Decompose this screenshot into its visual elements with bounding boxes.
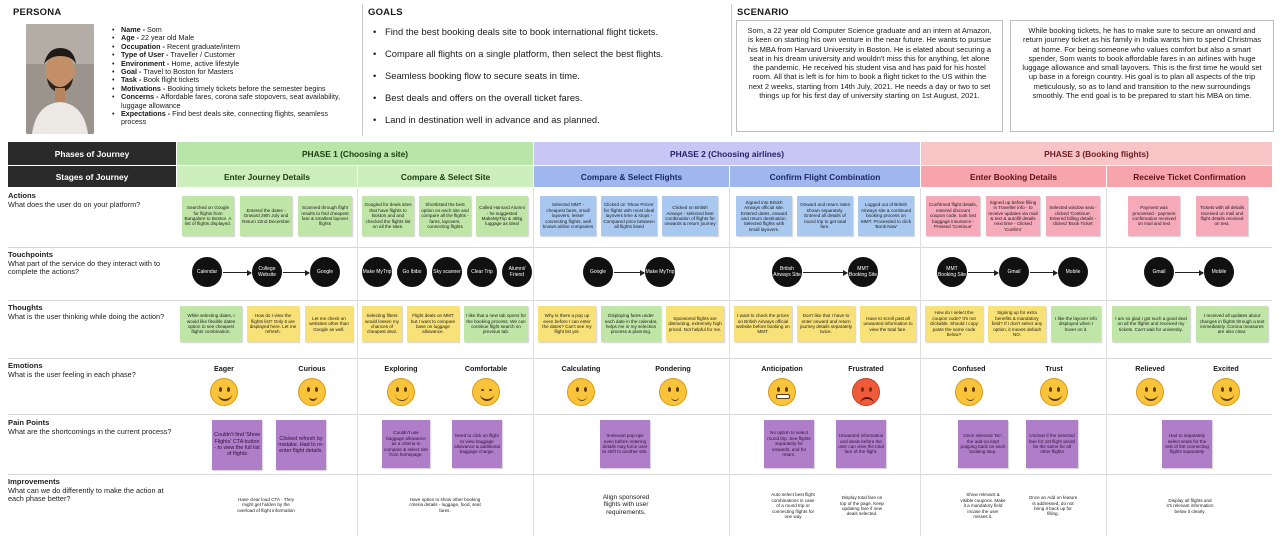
emotion-label: Confused [952, 364, 986, 373]
emotion-label: Trust [1045, 364, 1063, 373]
touchpoint-alumni-friend: Alumni/ Friend [502, 257, 532, 287]
grid-line [729, 188, 730, 536]
action-note: Confirmed flight details, entered discount coupon code, took lost baggage insurance - Pressed 'Continue' [926, 196, 980, 236]
improvement-note: Have option to show other booking criteria details - luggage, food, seat fares. [405, 480, 485, 530]
touchpoint-mobile: Mobile [1058, 257, 1088, 287]
emotion-label: Frustrated [848, 364, 884, 373]
stage-compare-flights: Compare & Select Flights [534, 166, 729, 187]
touchpoint-college-website: College Website [252, 257, 282, 287]
pain-note: No option to select round trip. See flights separately for onwards, and for return. [764, 420, 814, 468]
action-note: Googled for deals sites that have flights to Boston and and checked the flights list on all the sites. [362, 196, 414, 236]
emotion-label: Exploring [384, 364, 418, 373]
arrow-icon [1175, 272, 1203, 273]
pain-note: Need to click on flight to view baggage allowance & additional baggage charge. [452, 420, 502, 468]
divider [731, 4, 732, 136]
persona-environment: • Environment - Home, active lifestyle [112, 60, 354, 68]
goals-list [372, 26, 722, 136]
thought-note: Sponsored flights are distracting, extremely high priced. Not helpful for me. [666, 306, 724, 342]
thought-note: I am so glad I got such a good deal on all the flights and received my tickets. Can't wait for university. [1112, 306, 1190, 342]
persona-section [0, 0, 362, 140]
improvement-note: Display all flights and it's relevant information below it clearly. [1164, 480, 1216, 532]
improvement-note: Auto select best flight combinations in case of a round trip or connecting flights for one way [768, 480, 818, 532]
stage-receive-ticket: Receive Ticket Confirmation [1107, 166, 1272, 187]
arrow-icon [614, 272, 644, 273]
thought-note: Flight deals on MMT but I want to compare base on luggage allowance. [407, 306, 459, 342]
action-note: Logged out of British Airways site & continued booking process on MMT. Proceeded to click 'Book Now' [858, 196, 914, 236]
thinking-face-icon [659, 378, 687, 406]
touchpoint-calendar: Calendar [192, 257, 222, 287]
grid-line [8, 414, 1272, 415]
touchpoint-mmt-booking: MMT Booking Site [937, 257, 967, 287]
action-note: Payment was processed - payment confirmation received on mail and text [1128, 196, 1180, 236]
action-note: Clicked on 'Show Prices' for flights with most ideal layovers time & stops - Compared price between all flights listed [601, 196, 657, 236]
magnifier-face-icon [387, 378, 415, 406]
touchpoint-makemytrip: Make MyTrip [362, 257, 392, 287]
goal-item: • Find the best booking deals site to book international flight tickets. [372, 26, 722, 37]
improvement-note: Align sponsored flights with user requirements. [598, 480, 654, 530]
emotion-label: Eager [214, 364, 234, 373]
grid-line [8, 358, 1272, 359]
action-note: Onward and return rates shown separately. Entered all details of round trip to get total fare. [797, 196, 853, 236]
grid-line [357, 188, 358, 536]
thought-note: How do I view the flights list? Only 6 are displayed here. Let me refresh. [247, 306, 299, 342]
persona-attributes [112, 26, 354, 127]
arrow-icon [223, 272, 251, 273]
thought-note: I like that a new tab opens for the booking process. We can continue flight search on previous tab. [464, 306, 528, 342]
goal-item: • Land in destination well in advance and as planned. [372, 114, 722, 125]
person-photo-icon [26, 24, 94, 134]
emotion-label: Calculating [561, 364, 601, 373]
smile-face-icon [1040, 378, 1068, 406]
phases-label: Phases of Journey [8, 142, 176, 165]
goal-item: • Best deals and offers on the overall ticket fares. [372, 92, 722, 103]
stage-enter-booking: Enter Booking Details [921, 166, 1106, 187]
thought-note: Let me check on websites other than Google as well. [305, 306, 353, 342]
touchpoint-skyscanner: Sky scanner [432, 257, 462, 287]
pain-note: Couldn't find 'Show Flights' CTA button - to view the full list of flights [212, 420, 262, 470]
touchpoint-google: Google [583, 257, 613, 287]
touchpoint-british-airways: British Airways Site [772, 257, 802, 287]
confused-face-icon [955, 378, 983, 406]
improvement-note: Display total fare on top of the page. Keep updating fare if new deals selected. [836, 480, 888, 532]
improvement-note: Have clear loud CTA - They might get hidden by the overload of flight information [234, 480, 298, 530]
touchpoint-goibibo: Go Ibibo [397, 257, 427, 287]
improvement-note: Once an Add on feature is addressed, do not bring it back up for filling. [1026, 480, 1080, 532]
scenario-box-2: While booking tickets, he has to make sure to secure an onward and return journey ticket as his family in India wants him to spend Christmas at home. For being someone who values comfort but also a smart spender, Som wants to book affordable fares in an airlines with huge luggage allowance and small layovers. This is the first time he would set up base in a foreign country. His goal is to plan all aspects of the trip meticulously, so as to land and transition to the new surroundings smoothly. The end goal is to be prepared to start his MBA on time. [1010, 20, 1274, 132]
grid-line [533, 188, 534, 536]
stages-label: Stages of Journey [8, 166, 176, 187]
grid-line [8, 474, 1272, 475]
action-note: Called Harvard Alumni - he suggested MakeMyTrip & 48kg luggage as ideal [476, 196, 528, 236]
grid-line [1106, 188, 1107, 536]
emotion-label: Relieved [1135, 364, 1165, 373]
action-note: Clicked on British Airways - selected best combination of flights for onwards & return journey [662, 196, 718, 236]
relieved-face-icon [472, 378, 500, 406]
top-section [0, 0, 1280, 140]
row-label-actions: Actions What does the user do on your platform? [8, 191, 141, 209]
persona-age: • Age - 22 year old Male [112, 34, 354, 42]
action-note: Signed into British Airways official site. Entered dates, onward and return destination. Selected flights with small layovers. [736, 196, 792, 236]
persona-avatar [26, 24, 94, 134]
persona-user-type: • Type of User - Traveller / Customer [112, 51, 354, 59]
grid-line [8, 247, 1272, 248]
phase-2: PHASE 2 (Choosing airlines) [534, 142, 920, 165]
thought-note: Selecting filters would lessen my chances of cheapest deal. [362, 306, 402, 342]
arrow-icon [283, 272, 309, 273]
action-note: Selected window seat - clicked 'Continue'. Entered billing details - clicked 'Book Ticket' [1046, 196, 1100, 236]
grid-line [920, 188, 921, 536]
thought-note: I like the layover info displayed when I hover on it. [1051, 306, 1101, 342]
improvement-note: Show relevant & visible coupons. Make it a mandatory field incase the user misses it. [958, 480, 1008, 532]
action-note: Shortlisted the best option on each site and compare all the flights - fares, layovers, connecting flights [419, 196, 471, 236]
smirk-face-icon [567, 378, 595, 406]
scenario-box-1: Som, a 22 year old Computer Science graduate and an intern at Amazon, is keen on starting his own venture in the near future. He wants to pursue his MBA from Harvard University in Boston. He is elated about securing a seat in his dream university and wouldn't miss this for anything, let alone the pandemic. He received his student visa and has paid for his hostel room. All that is left is for him to book a flight ticket to the US within the next 2 weeks, starting from 14th July, 2021. He needs a day or two to set things up for his first day of university starting on 1st August, 2021. [736, 20, 1003, 132]
action-note: Searched on Google for flights from Bangalore to Boston. A list of flights displayed. [182, 196, 234, 236]
emotion-label: Comfortable [464, 364, 508, 373]
touchpoint-gmail: Gmail [1144, 257, 1174, 287]
curious-face-icon [298, 378, 326, 406]
touchpoint-cleartrip: Clear Trip [467, 257, 497, 287]
goal-item: • Compare all flights on a single platform, then select the best flights. [372, 48, 722, 59]
arrow-icon [1030, 272, 1057, 273]
touchpoint-mmt-booking: MMT Booking Site [848, 257, 878, 287]
emotion-label: Curious [298, 364, 326, 373]
thought-note: Why is there a pop up even before I can enter the dates? Can't see my flight list yet. [538, 306, 596, 342]
pain-note: Unwanted information and deals before the user can view the total fare of the flight. [836, 420, 886, 468]
persona-name: • Name - Som [112, 26, 354, 34]
persona-occupation: • Occupation - Recent graduate/intern [112, 43, 354, 51]
action-note: Signed up before filling in Traveller info - to receive updates via mail & text & autofill details next time - Clicked 'Confirm' [986, 196, 1040, 236]
emotion-label: Pondering [655, 364, 691, 373]
action-note: Scanned through flight results to find cheapest fare & smallest layover flights [298, 196, 352, 236]
scenario-title: SCENARIO [737, 7, 789, 18]
grimace-face-icon [768, 378, 796, 406]
touchpoint-gmail: Gmail [999, 257, 1029, 287]
phase-1: PHASE 1 (Choosing a site) [177, 142, 533, 165]
touchpoint-makemytrip: Make MyTrip [645, 257, 675, 287]
thought-note: Displaying fares under each date in the calendar, helps me in my selection process & planning. [601, 306, 661, 342]
touchpoint-mobile: Mobile [1204, 257, 1234, 287]
row-label-improvements: Improvements What can we do differently to make the action at each phase better? [8, 477, 164, 504]
pain-note: Couldn't use baggage allowance as a criteria to compare & select site from homepage. [382, 420, 430, 468]
persona-goal: • Goal - Travel to Boston for Masters [112, 68, 354, 76]
persona-task: • Task - Book flight tickets [112, 76, 354, 84]
thought-note: Have to scroll past all unwanted information to view the total fare. [860, 306, 916, 342]
action-note: Selected MMT - cheapest fares, small layovers, lesser connecting flights, well known airline companies [540, 196, 596, 236]
pain-note: Had to separately select seats for the rest of the connecting flights separately [1162, 420, 1212, 468]
pain-note: Irrelevant pop-ups even before entering details may force user to shift to another site. [600, 420, 650, 468]
party-face-icon [1212, 378, 1240, 406]
sweat-smile-face-icon [1136, 378, 1164, 406]
action-note: Entered the dates - Onward 29th July and Return 22nd December [240, 196, 292, 236]
goals-title: GOALS [368, 7, 403, 18]
row-label-emotions: Emotions What is the user feeling in each phase? [8, 361, 136, 379]
touchpoint-google: Google [310, 257, 340, 287]
thought-note: How do I select the coupon code? It's not clickable. Should I copy paste the same code below? [925, 306, 983, 342]
pain-note: Once selected 'No', the add-on kept popping back on each booking step. [958, 420, 1008, 468]
thought-note: I want to check the prices on British Airways official website before booking on MMT. [734, 306, 792, 342]
grid-line [8, 300, 1272, 301]
emotion-label: Anticipation [761, 364, 803, 373]
stage-enter-journey: Enter Journey Details [177, 166, 357, 187]
stage-confirm-flight: Confirm Flight Combination [730, 166, 920, 187]
arrow-icon [803, 272, 847, 273]
thought-note: I received all updates about changes in flights through a text immediately. Corona measures are also clear. [1196, 306, 1268, 342]
phase-3: PHASE 3 (Booking flights) [921, 142, 1272, 165]
persona-concerns: • Concerns - Affordable fares, corona safe stopovers, seat availability, luggage allowance [112, 93, 354, 110]
emotion-label: Excited [1213, 364, 1239, 373]
angry-face-icon [852, 378, 880, 406]
row-label-touchpoints: Touchpoints What part of the service do they interact with to complete the actions? [8, 250, 161, 277]
action-note: Tickets with all details received on mail and flight details received on text. [1196, 196, 1248, 236]
pain-note: Unclear if the selected fare for 1st flight would be the same for all other flights [1026, 420, 1078, 468]
goal-item: • Seamless booking flow to secure seats in time. [372, 70, 722, 81]
persona-expectations: • Expectations - Find best deals site, connecting flights, seamless process [112, 110, 354, 127]
stage-compare-site: Compare & Select Site [358, 166, 533, 187]
row-label-pain-points: Pain Points What are the shortcomings in the current process? [8, 418, 172, 436]
thought-note: Don't like that I have to enter onward and return journey details separately twice. [797, 306, 855, 342]
thought-note: Signing up for extra benefits & mandatory field? If I don't select any option, it means default NO. [988, 306, 1046, 342]
arrow-icon [968, 272, 998, 273]
persona-title: PERSONA [13, 7, 62, 18]
thought-note: While selecting dates, I would like flexible dates option to see cheapest flights combination. [180, 306, 242, 342]
happy-face-icon [210, 378, 238, 406]
persona-motivations: • Motivations - Booking timely tickets before the semester begins [112, 85, 354, 93]
row-label-thoughts: Thoughts What is the user thinking while doing the action? [8, 303, 165, 321]
pain-note: Clicked refresh by mistake. Had to re-enter flight details. [276, 420, 326, 470]
